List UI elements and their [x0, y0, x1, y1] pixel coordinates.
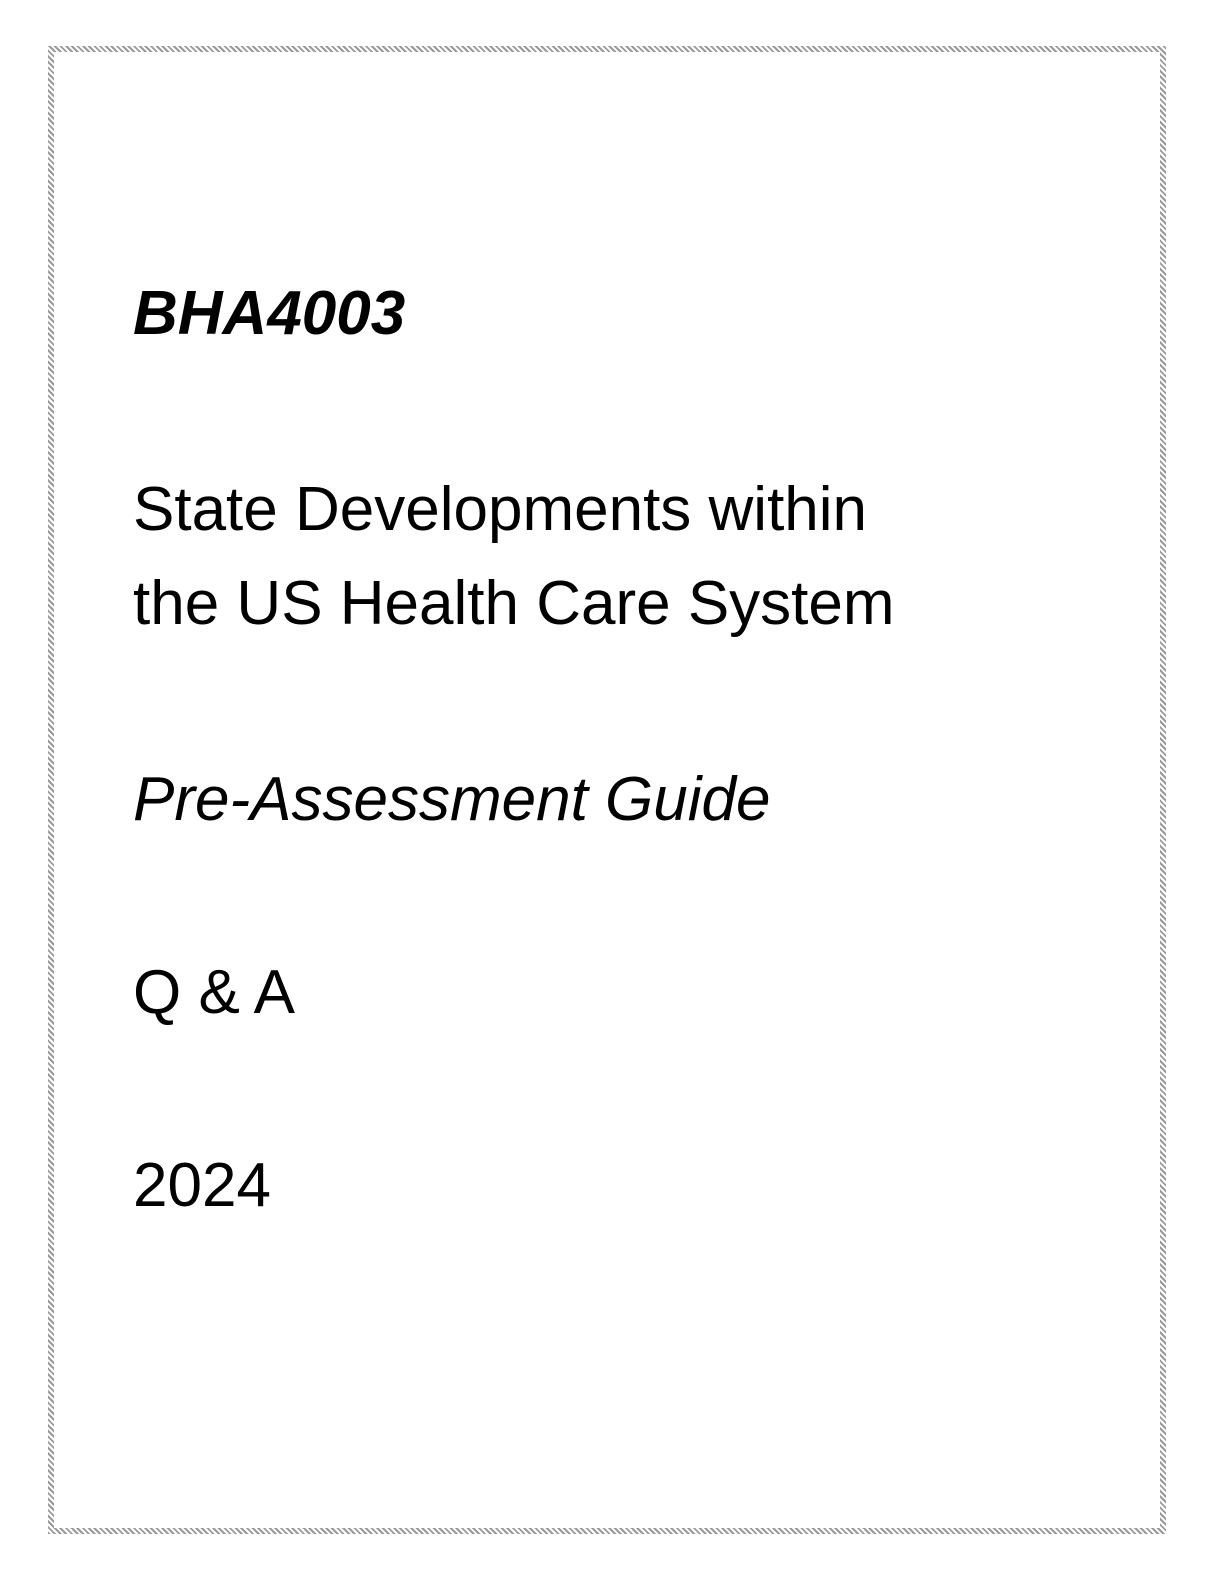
guide-type: Pre-Assessment Guide [133, 765, 771, 834]
title-line-1: State Developments within [133, 475, 868, 544]
title-line-2: the US Health Care System [133, 569, 895, 638]
course-code: BHA4003 [133, 279, 406, 348]
format-label: Q & A [133, 958, 295, 1027]
year-label: 2024 [133, 1151, 271, 1220]
